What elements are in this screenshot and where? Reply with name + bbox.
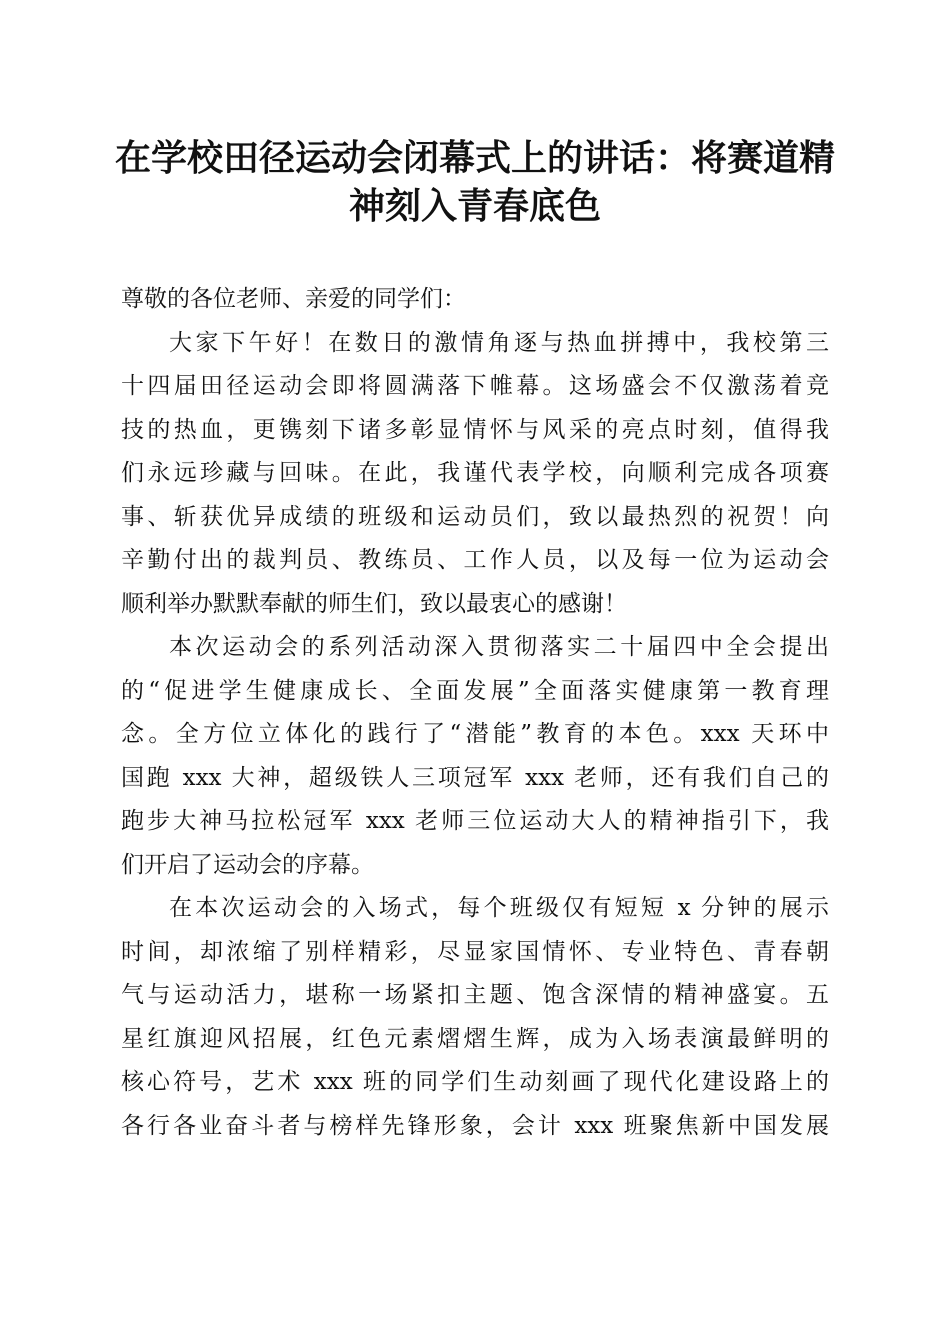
paragraph-1: [121, 322, 829, 627]
paragraph-line: 的“促进学生健康成长、全面发展”全面落实健康第一教育理: [121, 677, 829, 704]
paragraph-line: 技的热血，更镌刻下诸多彰显情怀与风采的亮点时刻，值得我: [121, 416, 829, 443]
paragraph-line: 念。全方位立体化的践行了“潜能”教育的本色。xxx 天环中: [121, 721, 829, 747]
paragraph-line: 本次运动会的系列活动深入贯彻落实二十届四中全会提出: [169, 634, 829, 660]
paragraph-line: 事、斩获优异成绩的班级和运动员们，致以最热烈的祝贺！向: [121, 503, 829, 530]
paragraph-line: 们永远珍藏与回味。在此，我谨代表学校，向顺利完成各项赛: [121, 460, 829, 486]
paragraph-line: 在本次运动会的入场式，每个班级仅有短短 x 分钟的展示: [169, 895, 829, 921]
paragraph-line: 各行各业奋斗者与榜样先锋形象，会计 xxx 班聚焦新中国发展: [121, 1112, 829, 1139]
paragraph-line: 核心符号，艺术 xxx 班的同学们生动刻画了现代化建设路上的: [121, 1069, 829, 1095]
document-title: [100, 134, 850, 230]
paragraph-line: 星红旗迎风招展，红色元素熠熠生辉，成为入场表演最鲜明的: [121, 1025, 829, 1052]
paragraph-line: 大家下午好！在数日的激情角逐与热血拼搏中，我校第三: [169, 329, 829, 356]
paragraph-line: 气与运动活力，堪称一场紧扣主题、饱含深情的精神盛宴。五: [121, 982, 829, 1008]
title-line: 在学校田径运动会闭幕式上的讲话：将赛道精: [114, 137, 835, 179]
paragraph-line: 辛勤付出的裁判员、教练员、工作人员，以及每一位为运动会: [121, 547, 829, 573]
paragraph-line: 国跑 xxx 大神，超级铁人三项冠军 xxx 老师，还有我们自己的: [121, 764, 829, 791]
paragraph-line: 顺利举办默默奉献的师生们，致以最衷心的感谢！: [121, 590, 627, 617]
paragraph-2: [121, 626, 829, 887]
paragraph-line: 跑步大神马拉松冠军 xxx 老师三位运动大人的精神指引下，我: [121, 808, 829, 834]
title-line: 神刻入青春底色: [348, 185, 601, 227]
paragraph-line: 们开启了运动会的序幕。: [121, 851, 374, 878]
paragraph-3: [121, 887, 829, 1148]
paragraph-line: 时间，却浓缩了别样精彩，尽显家国情怀、专业特色、青春朝: [121, 938, 829, 965]
paragraph-line: 十四届田径运动会即将圆满落下帷幕。这场盛会不仅激荡着竞: [121, 373, 829, 399]
greeting: 尊敬的各位老师、亲爱的同学们：: [121, 286, 466, 312]
document-body: [121, 278, 829, 1148]
